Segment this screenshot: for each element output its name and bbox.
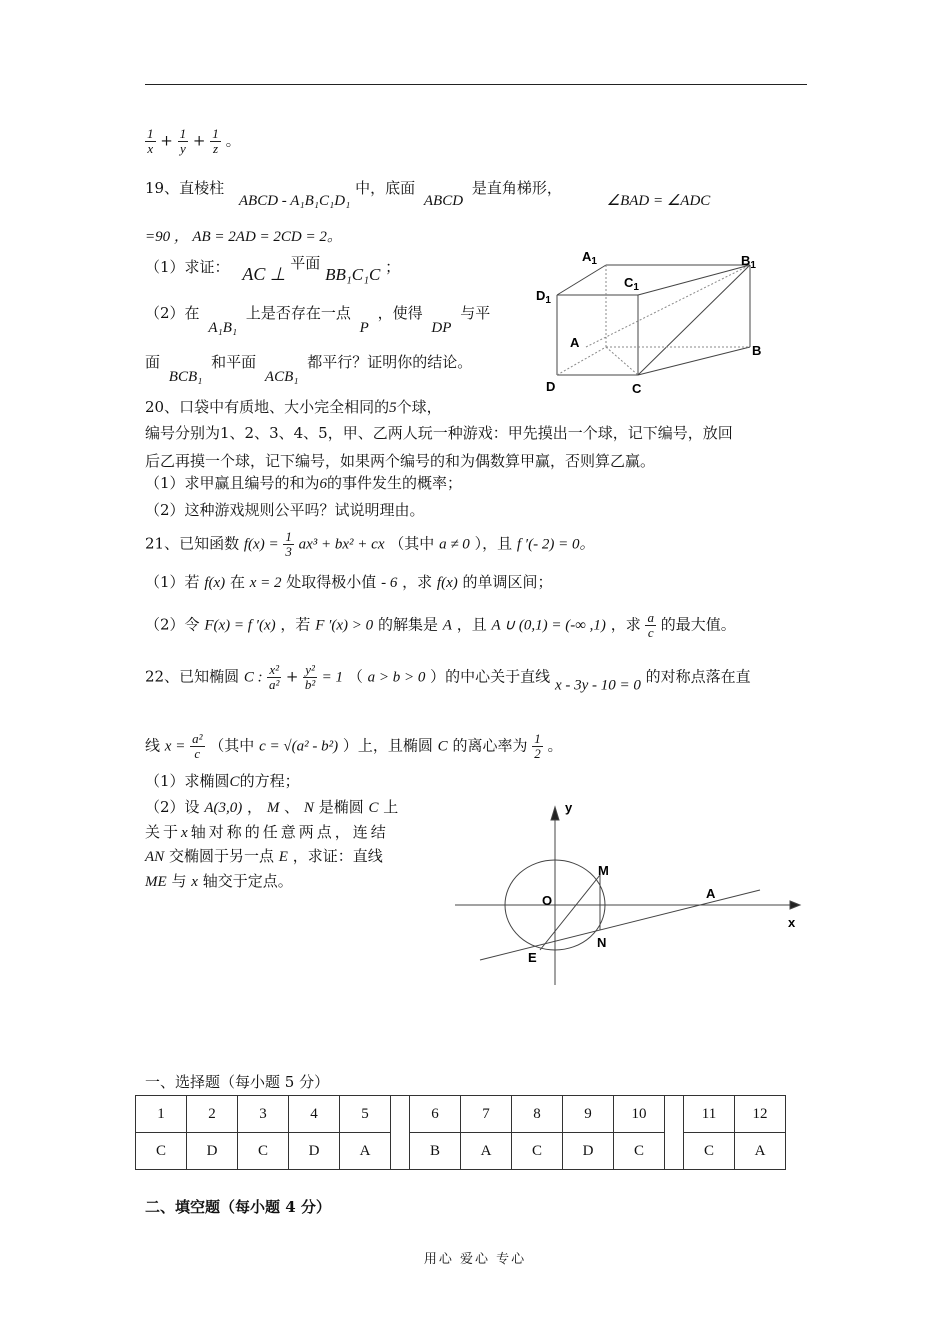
q19-line1: 19、直棱柱 ABCD - A₁B₁C₁D₁ 中，底面 ABCD 是直角梯形， ∠BAD = ∠ADC — [145, 179, 711, 209]
q20-line3: 后乙再摸一个球，记下编号，如果两个编号的和为偶数算甲赢，否则算乙赢。 — [145, 452, 656, 470]
q21-line1: 21、已知函数 f(x) = $\frac{1}{3}$ ax³ + bx² + cx （其中 a ≠ 0 ），且 f ′(- 2) = 0。 — [145, 529, 595, 559]
q22-part1: （1）求椭圆C的方程； — [145, 772, 300, 790]
label-x: x — [788, 915, 796, 930]
label-A: A — [570, 335, 580, 350]
q22-part2-l2: 关于x轴对称的任意两点，连结 — [145, 823, 389, 841]
q22-line2: 线 x = $\frac{\text{a²}}{c}$ （其中 c = √(a² - b²) ）上，且椭圆 C 的离心率为 $\frac{1}{2}$ 。 — [145, 731, 563, 761]
label-E: E — [528, 950, 537, 965]
q19-part2-cont: 面 BCB₁ 和平面 ACB₁ 都平行？证明你的结论。 — [145, 353, 473, 385]
label-A1: $A_1$ — [582, 249, 597, 267]
q18-expression: $\frac{1}{x}$ + $\frac{1}{y}$ + $\frac{1}{z}$ 。 — [147, 126, 241, 156]
label-C: C — [632, 381, 642, 396]
label-B1: $B_1$ — [741, 253, 756, 271]
label-O: O — [542, 893, 553, 908]
q19-part2: （2）在 A₁B₁ 上是否存在一点 P ，使得 DP 与平 — [145, 304, 491, 336]
page-footer: 用心 爱心 专心 — [423, 1252, 527, 1267]
label-C1: $C_1$ — [624, 275, 639, 293]
table-row: 1 2 3 4 5 6 7 8 9 10 11 12 — [136, 1096, 786, 1133]
prism-figure — [530, 245, 780, 400]
ellipse-figure — [450, 795, 810, 990]
label-B: B — [752, 343, 762, 358]
q21-part1: （1）若 f(x) 在 x = 2 处取得极小值 - 6 ，求 f(x) 的单调区间； — [145, 573, 553, 591]
label-M: M — [598, 863, 609, 878]
label-D1: $D_1$ — [536, 288, 551, 306]
q19-line2: =90 ， AB = 2AD = 2CD = 2。 — [145, 229, 342, 245]
label-N: N — [597, 935, 607, 950]
q20-part1: （1）求甲赢且编号的和为6的事件发生的概率； — [145, 474, 463, 492]
q22-part2-l3: AN 交椭圆于另一点 E ，求证：直线 — [145, 847, 383, 865]
answer-table — [135, 1095, 786, 1170]
q21-part2: （2）令 F(x) = f ′(x) ，若 F ′(x) > 0 的解集是 A ，且 A ∪ (0,1) = (-∞ ,1) ，求 $\frac{a}{c}$ 的最大值。 — [145, 610, 736, 640]
q20-part2: （2）这种游戏规则公平吗？试说明理由。 — [145, 501, 425, 519]
label-A-point: A — [706, 886, 716, 901]
q22-part2-l4: ME 与 x 轴交于定点。 — [145, 872, 293, 890]
q20-line1: 20、口袋中有质地、大小完全相同的5个球， — [145, 398, 442, 416]
header-rule — [145, 84, 807, 85]
q22-part2-l1: （2）设 A(3,0) ， M 、 N 是椭圆 C 上 — [145, 798, 399, 816]
q20-line2: 编号分别为1、2、3、4、5，甲、乙两人玩一种游戏：甲先摸出一个球，记下编号，放回 — [145, 424, 733, 442]
table-row: C D C D A B A C D C C A — [136, 1133, 786, 1170]
section2-title: 二、填空题（每小题 4 分） — [145, 1198, 331, 1216]
section1-title: 一、选择题（每小题 5 分） — [145, 1073, 330, 1091]
label-D: D — [546, 379, 556, 394]
q19-part1: （1）求证： AC ⊥ 平面 BB₁C₁C ； — [145, 254, 401, 284]
label-y: y — [565, 800, 573, 815]
q22-line1: 22、已知椭圆 C : $\frac{\text{x²}}{\text{a²}}$ + $\frac{\text{y²}}{\text{b²}}$ = 1 （ a > b > 0 ）的中心关于直线 x - 3y - 10 = 0 的对称点落在直 — [145, 662, 751, 694]
